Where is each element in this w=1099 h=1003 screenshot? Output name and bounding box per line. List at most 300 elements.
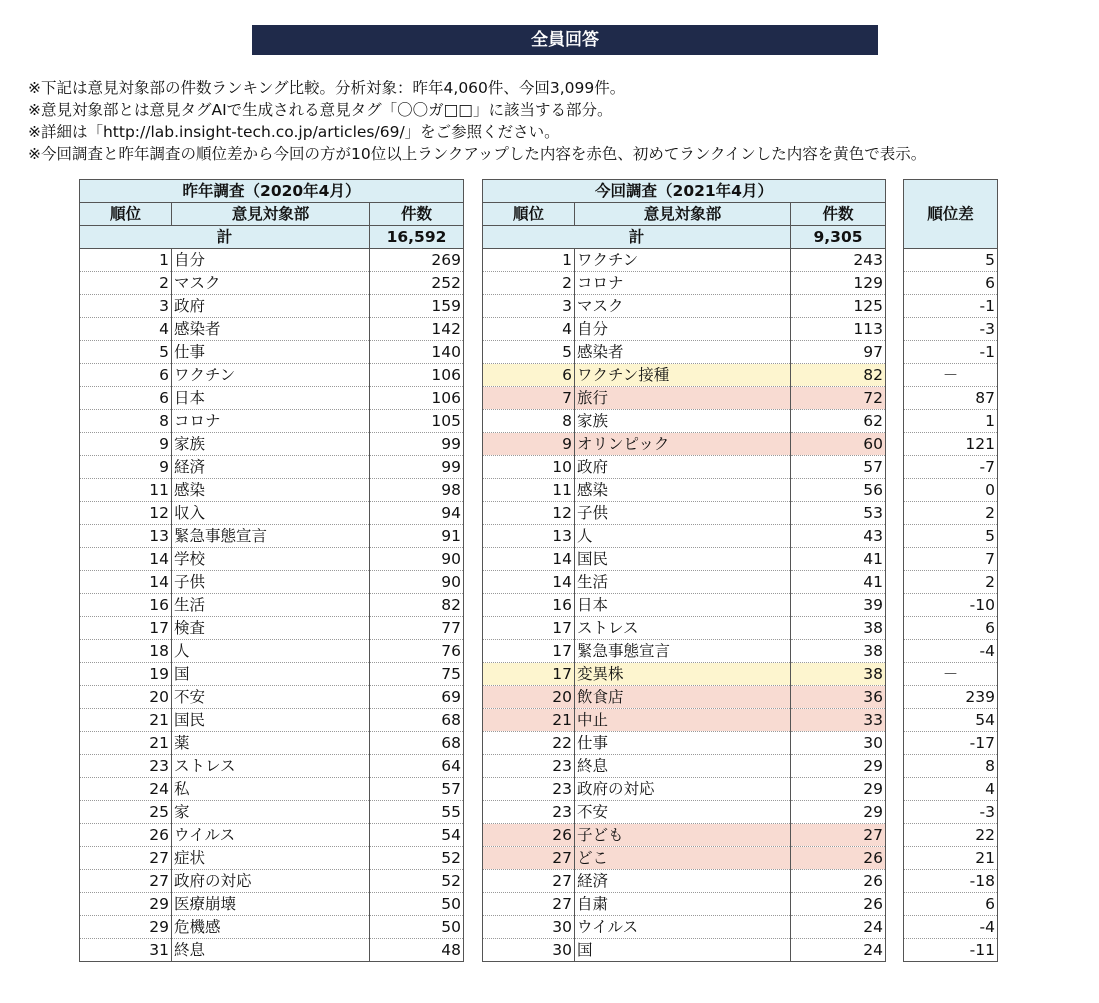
rank-cell: 9 [483, 433, 575, 456]
table-row [80, 525, 464, 548]
term-cell: 生活 [172, 594, 370, 617]
table-row [483, 663, 886, 686]
term-cell: ウイルス [575, 916, 791, 939]
count-cell: 72 [791, 387, 886, 410]
table-row [483, 571, 886, 594]
term-cell: 薬 [172, 732, 370, 755]
term-cell: 感染者 [172, 318, 370, 341]
count-cell: 56 [791, 479, 886, 502]
rank-diff-cell: -7 [904, 456, 998, 479]
rank-diff-cell: 54 [904, 709, 998, 732]
rank-cell: 10 [483, 456, 575, 479]
rank-cell: 17 [483, 640, 575, 663]
term-cell: 仕事 [575, 732, 791, 755]
table-row [483, 755, 886, 778]
diff-row [904, 847, 998, 870]
table-row [483, 732, 886, 755]
table-row [483, 893, 886, 916]
diff-row [904, 824, 998, 847]
count-cell: 252 [370, 272, 464, 295]
diff-row [904, 640, 998, 663]
table-row [80, 456, 464, 479]
count-cell: 75 [370, 663, 464, 686]
diff-row [904, 272, 998, 295]
count-cell: 99 [370, 433, 464, 456]
term-cell: 危機感 [172, 916, 370, 939]
rank-diff-cell: 7 [904, 548, 998, 571]
table-row [483, 801, 886, 824]
diff-row [904, 663, 998, 686]
term-cell: オリンピック [575, 433, 791, 456]
table-row [483, 433, 886, 456]
table-row [483, 341, 886, 364]
count-cell: 26 [791, 847, 886, 870]
term-cell: 終息 [575, 755, 791, 778]
rank-cell: 27 [483, 870, 575, 893]
term-cell: 家 [172, 801, 370, 824]
term-cell: 学校 [172, 548, 370, 571]
rank-cell: 6 [80, 364, 172, 387]
rank-cell: 23 [483, 755, 575, 778]
count-cell: 41 [791, 548, 886, 571]
rank-cell: 14 [483, 548, 575, 571]
count-cell: 82 [370, 594, 464, 617]
rank-cell: 21 [80, 709, 172, 732]
diff-row [904, 686, 998, 709]
table-row [483, 640, 886, 663]
table-row [483, 709, 886, 732]
table-row [80, 249, 464, 272]
table-row [80, 640, 464, 663]
table-row [483, 272, 886, 295]
count-cell: 60 [791, 433, 886, 456]
term-cell: 収入 [172, 502, 370, 525]
count-cell: 94 [370, 502, 464, 525]
term-cell: 経済 [575, 870, 791, 893]
table-row [483, 318, 886, 341]
table-row [483, 479, 886, 502]
count-cell: 243 [791, 249, 886, 272]
table-row [80, 571, 464, 594]
term-cell: 国民 [172, 709, 370, 732]
table-row [80, 709, 464, 732]
table-row [483, 824, 886, 847]
rank-cell: 22 [483, 732, 575, 755]
note-line: ※意見対象部とは意見タグAIで生成される意見タグ「〇〇ガ□□」に該当する部分。 [28, 101, 613, 119]
diff-row [904, 295, 998, 318]
table-row [80, 916, 464, 939]
term-cell: 子供 [575, 502, 791, 525]
diff-row [904, 525, 998, 548]
term-cell: ワクチン [172, 364, 370, 387]
rank-diff-cell: 6 [904, 617, 998, 640]
term-cell: 仕事 [172, 341, 370, 364]
rank-cell: 11 [483, 479, 575, 502]
rank-cell: 13 [483, 525, 575, 548]
table-row [80, 387, 464, 410]
rank-diff-cell: － [904, 663, 998, 686]
rank-diff-cell: -3 [904, 318, 998, 341]
rank-cell: 14 [80, 548, 172, 571]
count-cell: 77 [370, 617, 464, 640]
rank-cell: 23 [483, 778, 575, 801]
table-row [80, 755, 464, 778]
diff-row [904, 755, 998, 778]
term-cell: 不安 [575, 801, 791, 824]
term-cell: 家族 [575, 410, 791, 433]
term-cell: 自粛 [575, 893, 791, 916]
count-cell: 142 [370, 318, 464, 341]
count-cell: 97 [791, 341, 886, 364]
diff-row [904, 870, 998, 893]
table-row [80, 939, 464, 962]
table-row [483, 939, 886, 962]
rank-diff-cell: -1 [904, 341, 998, 364]
count-cell: 26 [791, 870, 886, 893]
notes [28, 77, 926, 165]
diff-row [904, 571, 998, 594]
col-count: 件数 [370, 203, 464, 226]
note-line: ※下記は意見対象部の件数ランキング比較。分析対象：昨年4,060件、今回3,099件。 [28, 79, 626, 97]
table-row [80, 502, 464, 525]
rank-diff-cell: 2 [904, 502, 998, 525]
count-cell: 50 [370, 893, 464, 916]
rank-cell: 16 [483, 594, 575, 617]
count-cell: 55 [370, 801, 464, 824]
diff-row [904, 617, 998, 640]
count-cell: 90 [370, 548, 464, 571]
note-line: ※詳細は「http://lab.insight-tech.co.jp/articles/69/」をご参照ください。 [28, 123, 560, 141]
count-cell: 27 [791, 824, 886, 847]
table-row [80, 732, 464, 755]
diff-header: 順位差 [904, 180, 998, 249]
rank-diff-cell: 4 [904, 778, 998, 801]
count-cell: 36 [791, 686, 886, 709]
diff-row [904, 479, 998, 502]
table-row [483, 870, 886, 893]
term-cell: 国 [575, 939, 791, 962]
term-cell: 日本 [172, 387, 370, 410]
count-cell: 41 [791, 571, 886, 594]
count-cell: 52 [370, 847, 464, 870]
term-cell: 感染者 [575, 341, 791, 364]
term-cell: 生活 [575, 571, 791, 594]
term-cell: 中止 [575, 709, 791, 732]
term-cell: コロナ [172, 410, 370, 433]
table-row [483, 502, 886, 525]
rank-diff-cell: 239 [904, 686, 998, 709]
diff-row [904, 387, 998, 410]
count-cell: 98 [370, 479, 464, 502]
term-cell: コロナ [575, 272, 791, 295]
count-cell: 38 [791, 640, 886, 663]
term-cell: どこ [575, 847, 791, 870]
rank-cell: 17 [483, 663, 575, 686]
count-cell: 29 [791, 778, 886, 801]
diff-row [904, 249, 998, 272]
col-count: 件数 [791, 203, 886, 226]
diff-row [904, 732, 998, 755]
count-cell: 113 [791, 318, 886, 341]
count-cell: 24 [791, 939, 886, 962]
table-row [483, 249, 886, 272]
term-cell: 自分 [172, 249, 370, 272]
rank-cell: 5 [80, 341, 172, 364]
term-cell: 旅行 [575, 387, 791, 410]
term-cell: 緊急事態宣言 [172, 525, 370, 548]
rank-cell: 30 [483, 939, 575, 962]
rank-cell: 23 [483, 801, 575, 824]
this-year-table [482, 179, 886, 962]
rank-cell: 12 [80, 502, 172, 525]
rank-cell: 2 [80, 272, 172, 295]
rank-diff-cell: -11 [904, 939, 998, 962]
table-row [483, 525, 886, 548]
term-cell: 医療崩壊 [172, 893, 370, 916]
count-cell: 76 [370, 640, 464, 663]
count-cell: 106 [370, 387, 464, 410]
term-cell: 政府 [575, 456, 791, 479]
table-row [80, 778, 464, 801]
rank-diff-cell: － [904, 364, 998, 387]
table-row [80, 272, 464, 295]
section-banner: 全員回答 [252, 25, 878, 55]
rank-cell: 14 [483, 571, 575, 594]
table-row [483, 594, 886, 617]
count-cell: 140 [370, 341, 464, 364]
count-cell: 43 [791, 525, 886, 548]
rank-cell: 20 [483, 686, 575, 709]
term-cell: 終息 [172, 939, 370, 962]
count-cell: 68 [370, 732, 464, 755]
diff-row [904, 893, 998, 916]
rank-diff-cell: 8 [904, 755, 998, 778]
term-cell: 人 [575, 525, 791, 548]
table-row [483, 456, 886, 479]
table-title: 今回調査（2021年4月） [483, 180, 886, 203]
count-cell: 29 [791, 801, 886, 824]
rank-cell: 20 [80, 686, 172, 709]
term-cell: 緊急事態宣言 [575, 640, 791, 663]
term-cell: 人 [172, 640, 370, 663]
table-row [80, 548, 464, 571]
total-label: 計 [483, 226, 791, 249]
diff-row [904, 709, 998, 732]
rank-cell: 27 [483, 893, 575, 916]
rank-cell: 1 [80, 249, 172, 272]
diff-row [904, 318, 998, 341]
table-row [483, 548, 886, 571]
count-cell: 91 [370, 525, 464, 548]
term-cell: ワクチン接種 [575, 364, 791, 387]
table-row [80, 433, 464, 456]
rank-cell: 16 [80, 594, 172, 617]
count-cell: 39 [791, 594, 886, 617]
count-cell: 26 [791, 893, 886, 916]
rank-cell: 27 [80, 870, 172, 893]
table-row [80, 479, 464, 502]
count-cell: 269 [370, 249, 464, 272]
table-row [483, 778, 886, 801]
rank-cell: 31 [80, 939, 172, 962]
rank-cell: 17 [80, 617, 172, 640]
term-cell: 私 [172, 778, 370, 801]
term-cell: マスク [172, 272, 370, 295]
rank-cell: 14 [80, 571, 172, 594]
table-row [483, 617, 886, 640]
col-rank: 順位 [80, 203, 172, 226]
count-cell: 57 [370, 778, 464, 801]
term-cell: 飲食店 [575, 686, 791, 709]
rank-diff-cell: 2 [904, 571, 998, 594]
term-cell: 家族 [172, 433, 370, 456]
table-row [483, 686, 886, 709]
col-term: 意見対象部 [575, 203, 791, 226]
rank-cell: 12 [483, 502, 575, 525]
rank-cell: 9 [80, 456, 172, 479]
table-title: 昨年調査（2020年4月） [80, 180, 464, 203]
count-cell: 48 [370, 939, 464, 962]
term-cell: ワクチン [575, 249, 791, 272]
rank-cell: 1 [483, 249, 575, 272]
diff-row [904, 364, 998, 387]
term-cell: 変異株 [575, 663, 791, 686]
rank-diff-cell: -4 [904, 640, 998, 663]
count-cell: 24 [791, 916, 886, 939]
term-cell: 検査 [172, 617, 370, 640]
count-cell: 125 [791, 295, 886, 318]
count-cell: 129 [791, 272, 886, 295]
table-row [483, 364, 886, 387]
rank-cell: 13 [80, 525, 172, 548]
table-row [483, 916, 886, 939]
term-cell: 国 [172, 663, 370, 686]
diff-row [904, 456, 998, 479]
diff-row [904, 916, 998, 939]
rank-diff-cell: 21 [904, 847, 998, 870]
table-row [80, 410, 464, 433]
term-cell: ストレス [575, 617, 791, 640]
rank-cell: 6 [80, 387, 172, 410]
table-row [80, 341, 464, 364]
term-cell: 感染 [172, 479, 370, 502]
table-row [80, 686, 464, 709]
rank-cell: 4 [80, 318, 172, 341]
rank-cell: 26 [483, 824, 575, 847]
rank-cell: 4 [483, 318, 575, 341]
rank-cell: 18 [80, 640, 172, 663]
rank-cell: 3 [80, 295, 172, 318]
rank-cell: 26 [80, 824, 172, 847]
table-row [483, 387, 886, 410]
table-row [80, 801, 464, 824]
rank-cell: 23 [80, 755, 172, 778]
table-row [80, 295, 464, 318]
count-cell: 69 [370, 686, 464, 709]
rank-cell: 29 [80, 893, 172, 916]
count-cell: 64 [370, 755, 464, 778]
rank-cell: 11 [80, 479, 172, 502]
col-rank: 順位 [483, 203, 575, 226]
term-cell: 不安 [172, 686, 370, 709]
table-row [80, 617, 464, 640]
diff-row [904, 778, 998, 801]
table-row [80, 870, 464, 893]
term-cell: 日本 [575, 594, 791, 617]
term-cell: 経済 [172, 456, 370, 479]
rank-cell: 8 [483, 410, 575, 433]
term-cell: 政府の対応 [575, 778, 791, 801]
diff-row [904, 801, 998, 824]
table-row [80, 594, 464, 617]
table-row [483, 410, 886, 433]
rank-diff-cell: 6 [904, 893, 998, 916]
rank-diff-cell: -1 [904, 295, 998, 318]
rank-cell: 27 [483, 847, 575, 870]
note-line: ※今回調査と昨年調査の順位差から今回の方が10位以上ランクアップした内容を赤色、初めてランクインした内容を黄色で表示。 [28, 145, 927, 163]
rank-diff-cell: -10 [904, 594, 998, 617]
count-cell: 50 [370, 916, 464, 939]
term-cell: 政府 [172, 295, 370, 318]
count-cell: 82 [791, 364, 886, 387]
rank-cell: 6 [483, 364, 575, 387]
term-cell: 症状 [172, 847, 370, 870]
rank-cell: 5 [483, 341, 575, 364]
term-cell: ストレス [172, 755, 370, 778]
term-cell: 感染 [575, 479, 791, 502]
rank-cell: 3 [483, 295, 575, 318]
last-year-table [79, 179, 464, 962]
rank-diff-cell: 6 [904, 272, 998, 295]
rank-cell: 21 [80, 732, 172, 755]
rank-diff-table [903, 179, 998, 962]
count-cell: 62 [791, 410, 886, 433]
term-cell: ウイルス [172, 824, 370, 847]
rank-cell: 27 [80, 847, 172, 870]
rank-cell: 25 [80, 801, 172, 824]
table-row [483, 847, 886, 870]
term-cell: 子ども [575, 824, 791, 847]
table-row [80, 893, 464, 916]
term-cell: 子供 [172, 571, 370, 594]
rank-cell: 19 [80, 663, 172, 686]
table-row [80, 364, 464, 387]
rank-cell: 8 [80, 410, 172, 433]
table-row [483, 295, 886, 318]
rank-diff-cell: -18 [904, 870, 998, 893]
rank-diff-cell: 5 [904, 525, 998, 548]
table-row [80, 824, 464, 847]
rank-diff-cell: 87 [904, 387, 998, 410]
rank-cell: 2 [483, 272, 575, 295]
rank-diff-cell: 121 [904, 433, 998, 456]
count-cell: 99 [370, 456, 464, 479]
count-cell: 29 [791, 755, 886, 778]
term-cell: 政府の対応 [172, 870, 370, 893]
table-row [80, 663, 464, 686]
count-cell: 57 [791, 456, 886, 479]
col-term: 意見対象部 [172, 203, 370, 226]
count-cell: 33 [791, 709, 886, 732]
term-cell: マスク [575, 295, 791, 318]
count-cell: 68 [370, 709, 464, 732]
diff-row [904, 502, 998, 525]
total-value: 16,592 [370, 226, 464, 249]
rank-cell: 24 [80, 778, 172, 801]
rank-diff-cell: 0 [904, 479, 998, 502]
diff-row [904, 594, 998, 617]
rank-diff-cell: -17 [904, 732, 998, 755]
